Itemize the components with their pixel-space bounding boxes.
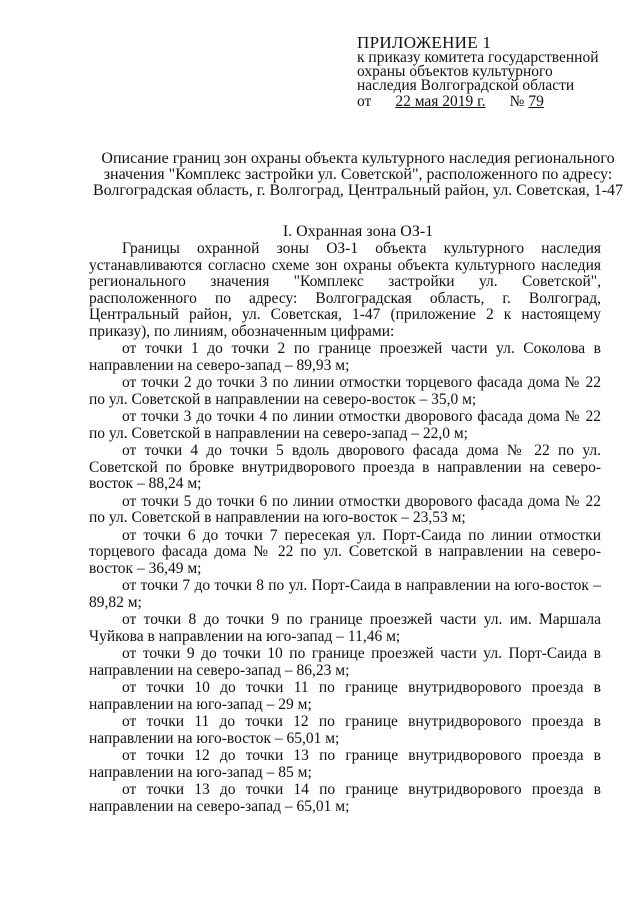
from-label: от: [357, 93, 372, 110]
paragraph: от точки 12 до точки 13 по границе внутридворового проезда в направлении на юго-запад – 85 м;: [89, 747, 601, 781]
paragraph: от точки 9 до точки 10 по границе проезжей части ул. Порт-Саида в направлении на северо-запад – 86,23 м;: [89, 645, 601, 679]
paragraph: от точки 2 до точки 3 по линии отмостки торцевого фасада дома № 22 по ул. Советской в направлении на северо-восток – 35,0 м;: [89, 374, 601, 408]
appendix-line-1: к приказу комитета государственной: [357, 49, 599, 66]
paragraph: Границы охранной зоны ОЗ-1 объекта культурного наследия устанавливаются согласно схеме зон охраны объекта культурного наследия регионального значения "Комплекс застройки ул. Советской", расположенного по адресу: Волгоградская область, г. Волгоград, Центральный район, ул. Советская, 1-47 (приложение 2 к настоящему приказу), по линиям, обозначенным цифрами:: [89, 240, 601, 340]
order-number: 79: [528, 93, 544, 110]
paragraph: от точки 8 до точки 9 по границе проезжей части ул. им. Маршала Чуйкова в направлении на юго-запад – 11,46 м;: [89, 611, 601, 645]
paragraph: от точки 4 до точки 5 вдоль дворового фасада дома № 22 по ул. Советской по бровке внутридворового проезда в направлении на северо-восток – 88,24 м;: [89, 442, 601, 492]
paragraph: от точки 7 до точки 8 по ул. Порт-Саида в направлении на юго-восток – 89,82 м;: [89, 577, 601, 611]
order-date: 22 мая 2019 г.: [395, 93, 486, 110]
paragraph: от точки 10 до точки 11 по границе внутридворового проезда в направлении на юго-запад – 29 м;: [89, 679, 601, 713]
appendix-line-2: охраны объектов культурного: [357, 63, 553, 80]
paragraph: от точки 3 до точки 4 по линии отмостки дворового фасада дома № 22 по ул. Советской в направлении на северо-запад – 22,0 м;: [89, 408, 601, 442]
paragraph: от точки 5 до точки 6 по линии отмостки дворового фасада дома № 22 по ул. Советской в направлении на юго-восток – 23,53 м;: [89, 492, 601, 526]
paragraph: от точки 6 до точки 7 пересекая ул. Порт-Саида по линии отмостки торцевого фасада дома № 22 по ул. Советской в направлении на северо-восток – 36,49 м;: [89, 526, 601, 577]
document-body: [89, 241, 601, 816]
document-title: Описание границ зон охраны объекта культурного наследия регионального значения "Комплекс застройки ул. Советской", расположенного по адресу: Волгоградская область, г. Волгоград, Центральный район, ул. Советская, 1-47: [92, 150, 624, 199]
appendix-line-3: наследия Волгоградской области: [357, 77, 575, 94]
section-title: I. Охранная зона ОЗ-1: [282, 223, 434, 240]
appendix-title: ПРИЛОЖЕНИЕ 1: [357, 33, 492, 52]
number-label: №: [509, 93, 525, 110]
paragraph: от точки 11 до точки 12 по границе внутридворового проезда в направлении на юго-восток – 65,01 м;: [89, 713, 601, 747]
appendix-date-line: [357, 95, 598, 109]
paragraph: от точки 13 до точки 14 по границе внутридворового проезда в направлении на северо-запад – 65,01 м;: [89, 781, 601, 815]
paragraph: от точки 1 до точки 2 по границе проезжей части ул. Соколова в направлении на северо-запад – 89,93 м;: [89, 340, 601, 374]
appendix-header: [357, 33, 599, 110]
